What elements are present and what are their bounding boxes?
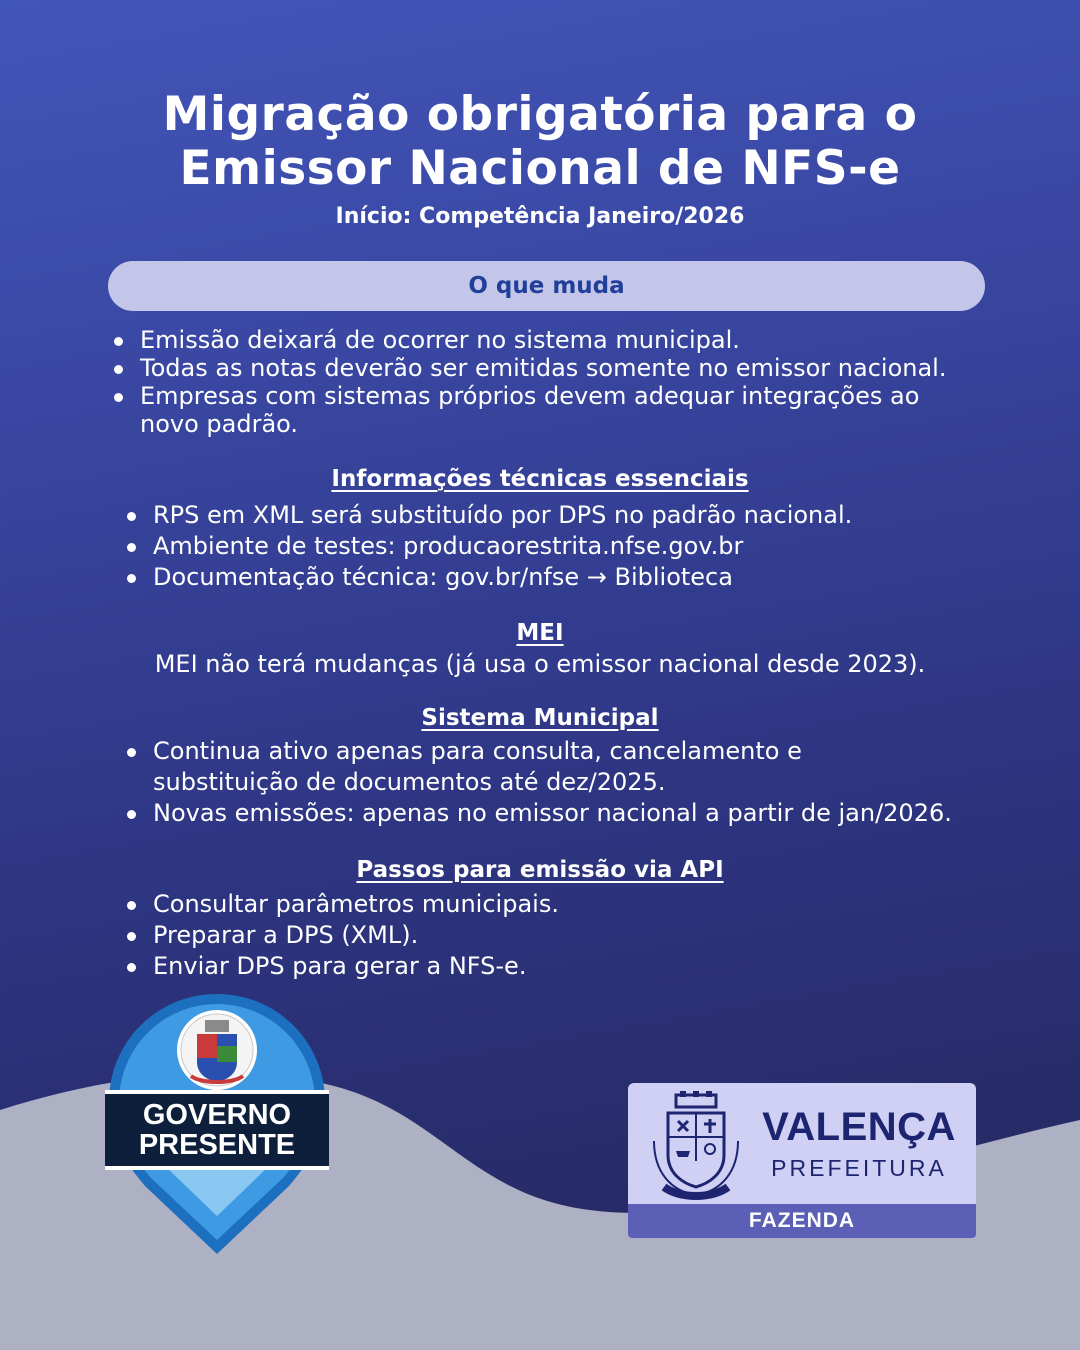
list-item: Continua ativo apenas para consulta, cancelamento e substituição de documentos até dez/2025. [153,736,833,798]
list-item: Todas as notas deverão ser emitidas somente no emissor nacional. [140,354,1000,382]
list-item: Documentação técnica: gov.br/nfse → Biblioteca [153,562,1013,593]
section-heading-mei: MEI [516,620,564,646]
badge-line-2: PRESENTE [138,1129,296,1161]
title-line-2: Emissor Nacional de NFS-e [179,141,901,196]
badge-line-1: GOVERNO [142,1099,292,1131]
section-heading-passos-api: Passos para emissão via API [356,857,724,883]
section-heading-sistema-municipal: Sistema Municipal [421,705,659,731]
mei-text: MEI não terá mudanças (já usa o emissor nacional desde 2023). [154,650,926,678]
list-item: Consultar parâmetros municipais. [153,889,1013,920]
page-subtitle: Início: Competência Janeiro/2026 [335,204,745,229]
title-line-1: Migração obrigatória para o [162,87,918,142]
valenca-prefeitura-logo [628,1083,976,1238]
logo-department: FAZENDA [628,1204,976,1238]
list-item: RPS em XML será substituído por DPS no padrão nacional. [153,500,1013,531]
list-item: Novas emissões: apenas no emissor nacional a partir de jan/2026. [153,798,983,829]
list-item: Preparar a DPS (XML). [153,920,1013,951]
sistema-municipal-list [153,736,983,829]
governo-presente-badge [105,990,329,1258]
list-item: Ambiente de testes: producaorestrita.nfse.gov.br [153,531,1013,562]
section-pill-o-que-muda: O que muda [108,261,985,311]
info-tecnicas-list [153,500,1013,593]
page-title [0,88,1080,196]
o-que-muda-list [140,326,1000,438]
list-item: Empresas com sistemas próprios devem adequar integrações ao novo padrão. [140,382,960,438]
logo-subtitle: PREFEITURA [771,1155,947,1181]
list-item: Emissão deixará de ocorrer no sistema municipal. [140,326,1000,354]
coat-of-arms-icon [646,1091,746,1201]
passos-api-list [153,889,1013,982]
section-heading-info-tecnicas: Informações técnicas essenciais [331,466,749,492]
logo-name: VALENÇA [762,1105,956,1149]
list-item: Enviar DPS para gerar a NFS-e. [153,951,1013,982]
